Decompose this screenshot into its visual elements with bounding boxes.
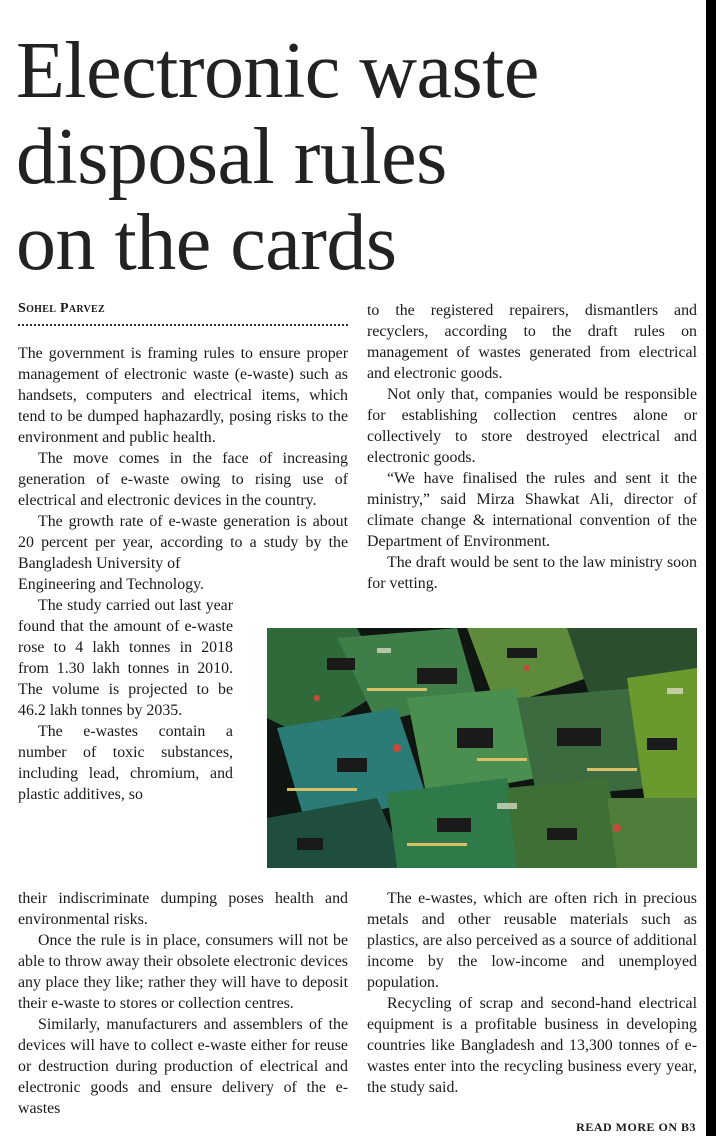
headline xyxy=(16,28,706,286)
page-edge xyxy=(706,0,716,1136)
column-2 xyxy=(367,300,697,594)
paragraph: Similarly, manufacturers and assemblers of the devices will have to collect e-waste either for reuse or destruction during production of electrical and electronic goods and ensure delivery of the e-wastes xyxy=(18,1016,348,1117)
byline-divider xyxy=(18,324,348,326)
paragraph: The draft would be sent to the law ministry soon for vetting. xyxy=(367,554,697,592)
paragraph: Recycling of scrap and second-hand electrical equipment is a profitable business in developing countries like Bangladesh and 13,300 tonnes of e-wastes enter into the recycling business every year, the study said. xyxy=(367,995,697,1096)
headline-line: on the cards xyxy=(16,199,397,287)
circuit-board-photo xyxy=(267,628,697,868)
headline-line: Electronic waste xyxy=(16,27,539,115)
paragraph: to the registered repairers, dismantlers and recyclers, according to the draft rules on management of wastes generated from electrical and electronic goods. xyxy=(367,302,697,382)
paragraph: The growth rate of e-waste generation is about 20 percent per year, according to a study by the Bangladesh University of xyxy=(18,513,348,572)
paragraph: Once the rule is in place, consumers will not be able to throw away their obsolete electronic devices any place they like; rather they will have to deposit their e-waste to stores or collection centres. xyxy=(18,932,348,1012)
paragraph: Not only that, companies would be responsible for establishing collection centres alone or collectively to store destroyed electrical and electronic goods. xyxy=(367,386,697,466)
byline: Sohel Parvez xyxy=(18,301,105,316)
paragraph: their indiscriminate dumping poses health and environmental risks. xyxy=(18,890,348,928)
paragraph: “We have finalised the rules and sent it the ministry,” said Mirza Shawkat Ali, director of climate change & international convention of the Department of Environment. xyxy=(367,470,697,550)
paragraph: The study carried out last year found that the amount of e-waste rose to 4 lakh tonnes in 2018 from 1.30 lakh tonnes in 2010. The volume is projected to be 46.2 lakh tonnes by 2035. xyxy=(18,597,233,719)
column-1-bottom xyxy=(18,888,348,1119)
paragraph: The government is framing rules to ensure proper management of electronic waste (e-waste) such as handsets, computers and electrical items, which tend to be dumped haphazardly, posing risks to the environment and public health. xyxy=(18,345,348,446)
paragraph: The e-wastes, which are often rich in precious metals and other reusable materials such as plastics, are also perceived as a source of additional income by the low-income and unemployed population. xyxy=(367,890,697,991)
column-1-wrap xyxy=(18,574,233,805)
column-2-bottom xyxy=(367,888,697,1098)
paragraph: The e-wastes contain a number of toxic substances, including lead, chromium, and plastic additives, so xyxy=(18,723,233,803)
circuit-boards-image xyxy=(267,628,697,868)
read-more-link[interactable]: READ MORE ON B3 xyxy=(576,1120,696,1134)
headline-line: disposal rules xyxy=(16,113,447,201)
paragraph: Engineering and Technology. xyxy=(18,576,204,593)
paragraph: The move comes in the face of increasing generation of e-waste owing to rising use of electrical and electronic devices in the country. xyxy=(18,450,348,509)
